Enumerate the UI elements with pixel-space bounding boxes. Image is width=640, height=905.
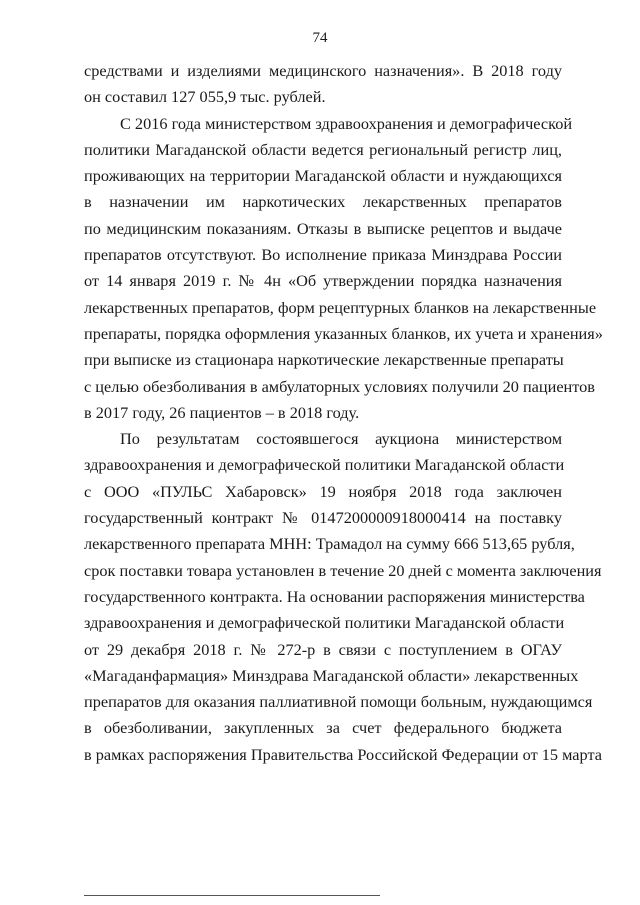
text-line: лекарственных препаратов, форм рецептурных бланков на лекарственные: [84, 297, 597, 317]
text-line: государственного контракта. На основании распоряжения министерства: [84, 586, 585, 606]
text-line: По результатам состоявшегося аукциона министерством: [120, 429, 562, 449]
text-line: государственный контракт № 0147200000918000414 на поставку: [84, 508, 562, 528]
text-line: лекарственного препарата МНН: Трамадол на сумму 666 513,65 рубля,: [84, 534, 575, 554]
text-line: по медицинским показаниям. Отказы в выписке рецептов и выдаче: [84, 218, 562, 238]
paragraph-1: [84, 58, 562, 111]
text-line: в 2017 году, 26 пациентов – в 2018 году.: [84, 402, 360, 422]
text-line: здравоохранения и демографической политики Магаданской области: [84, 455, 565, 475]
text-line: препаратов отсутствуют. Во исполнение приказа Минздрава России: [84, 245, 562, 265]
text-line: с ООО «ПУЛЬС Хабаровск» 19 ноября 2018 года заключен: [84, 481, 562, 501]
text-line: с целью обезболивания в амбулаторных условиях получили 20 пациентов: [84, 376, 595, 396]
text-line: препараты, порядка оформления указанных бланков, их учета и хранения»: [84, 323, 603, 343]
paragraph-3: [84, 426, 602, 768]
paragraph-2: [84, 111, 603, 427]
text-line: он составил 127 055,9 тыс. рублей.: [84, 87, 326, 107]
text-line: в назначении им наркотических лекарственных препаратов: [84, 192, 562, 212]
text-line: препаратов для оказания паллиативной помощи больным, нуждающимся: [84, 692, 593, 712]
text-line: от 29 декабря 2018 г. № 272-р в связи с поступлением в ОГАУ: [84, 639, 562, 659]
text-line: в обезболивании, закупленных за счет федерального бюджета: [84, 718, 562, 738]
text-line: политики Магаданской области ведется региональный регистр лиц,: [84, 139, 562, 159]
text-line: средствами и изделиями медицинского назначения». В 2018 году: [84, 61, 562, 80]
text-line: при выписке из стационара наркотические лекарственные препараты: [84, 350, 564, 370]
document-body: [84, 58, 603, 768]
text-line: в рамках распоряжения Правительства Российской Федерации от 15 марта: [84, 744, 602, 764]
page-number: 74: [312, 30, 328, 46]
text-line: проживающих на территории Магаданской области и нуждающихся: [84, 166, 562, 186]
text-line: «Магаданфармация» Минздрава Магаданской области» лекарственных: [84, 665, 579, 685]
text-line: здравоохранения и демографической политики Магаданской области: [84, 613, 565, 633]
text-line: срок поставки товара установлен в течение 20 дней с момента заключения: [84, 560, 602, 580]
footer-rule: [84, 895, 380, 896]
text-line: С 2016 года министерством здравоохранения и демографической: [120, 113, 573, 133]
text-line: от 14 января 2019 г. № 4н «Об утверждении порядка назначения: [84, 271, 562, 291]
